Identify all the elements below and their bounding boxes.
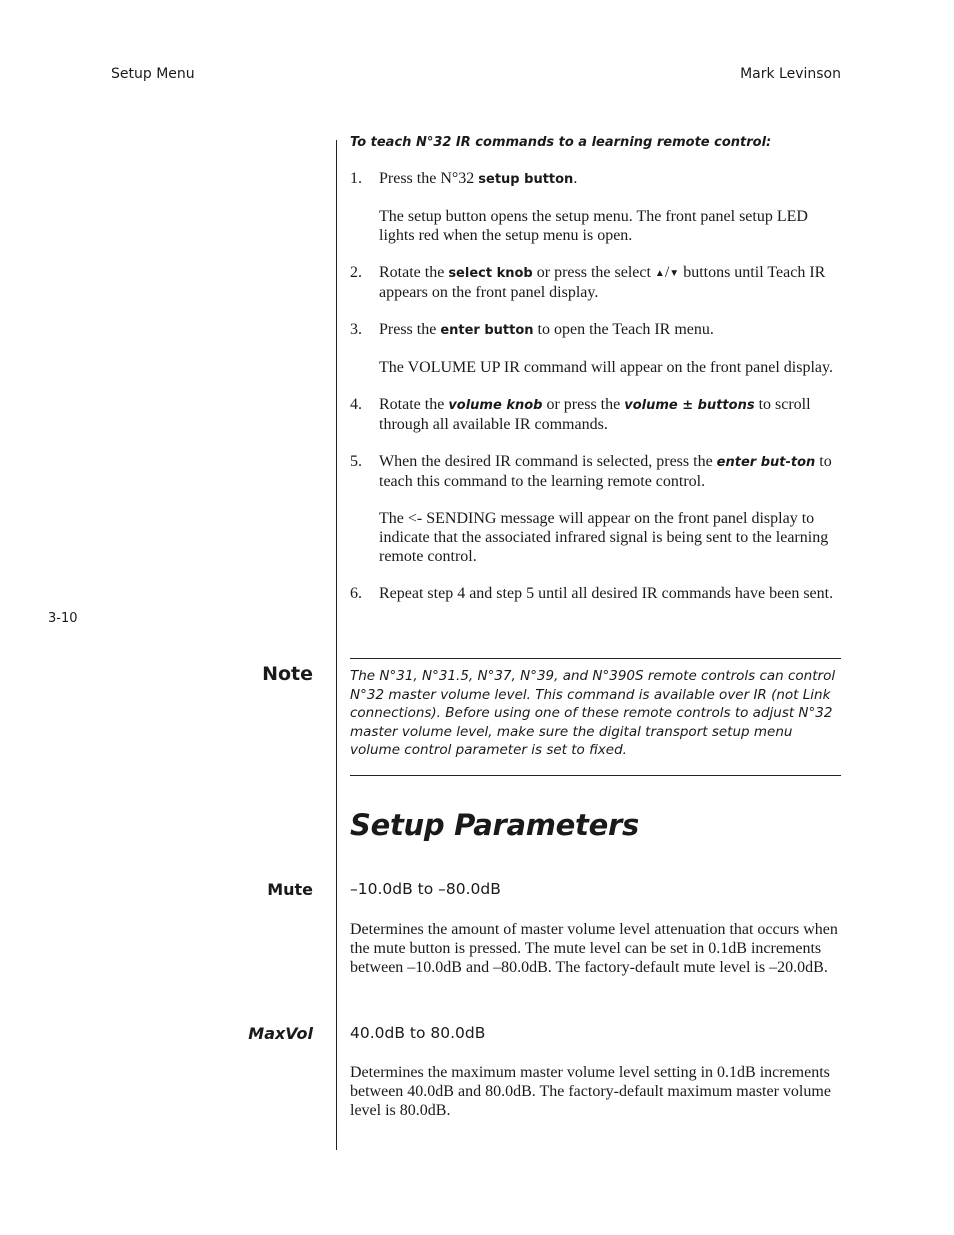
step-text (379, 169, 842, 189)
control-name: volume knob (448, 398, 543, 413)
step-6 (350, 584, 842, 603)
step-4 (350, 395, 842, 434)
step-text-part: . (573, 170, 578, 187)
step-text-part: or press the (542, 396, 625, 413)
step-text-part: buttons until Teach IR appears on the front panel display. (379, 264, 826, 301)
step-note: The VOLUME UP IR command will appear on the front panel display. (379, 359, 833, 376)
step-1 (350, 169, 842, 245)
step-note: The setup button opens the setup menu. The front panel setup LED lights red when the setup menu is open. (379, 208, 808, 244)
section-title: Setup Parameters (350, 808, 639, 842)
note-top-rule (350, 658, 841, 659)
param-label-maxvol: MaxVol (248, 1024, 313, 1043)
step-text-part: Rotate the (379, 396, 449, 413)
step-text (379, 395, 842, 434)
step-number: 6. (350, 585, 362, 602)
step-5 (350, 452, 842, 566)
running-header-brand: Mark Levinson (740, 66, 841, 82)
note-label: Note (262, 663, 313, 685)
param-desc-mute: Determines the amount of master volume level attenuation that occurs when the mute button is pressed. The mute level can be set in 0.1dB increments between –10.0dB and –80.0dB. The factory-default mute level is –20.0dB. (350, 921, 838, 976)
param-desc-maxvol: Determines the maximum master volume level setting in 0.1dB increments between 40.0dB and 80.0dB. The factory-default maximum master volume level is 80.0dB. (350, 1064, 831, 1119)
control-name: enter button (440, 323, 534, 338)
control-name: enter but-ton (716, 455, 816, 470)
step-text (379, 452, 842, 491)
step-number: 1. (350, 170, 362, 187)
procedure-steps (350, 169, 842, 621)
step-2 (350, 263, 842, 302)
step-3 (350, 320, 842, 377)
step-text-part: or press the select (532, 264, 655, 281)
step-text-part: Press the N°32 (379, 170, 479, 187)
step-number: 5. (350, 453, 362, 470)
step-text (379, 263, 842, 302)
running-header-section: Setup Menu (111, 66, 195, 82)
step-number: 2. (350, 264, 362, 281)
control-name: select knob (448, 266, 533, 281)
control-name: setup button (478, 172, 574, 187)
note-bottom-rule (350, 775, 841, 776)
column-divider (336, 140, 337, 1150)
step-text-part: to open the Teach IR menu. (533, 321, 714, 338)
step-text-part: to scroll through all available IR commands. (379, 396, 811, 433)
down-arrow-icon: ▼ (669, 268, 680, 279)
param-label-mute: Mute (267, 880, 313, 899)
step-number: 3. (350, 321, 362, 338)
step-text-part: Rotate the (379, 264, 449, 281)
step-number: 4. (350, 396, 362, 413)
slash-separator: / (664, 264, 670, 281)
page-number: 3-10 (48, 611, 78, 626)
step-text-part: to teach this command to the learning remote control. (379, 453, 832, 490)
control-name: volume ± buttons (624, 398, 755, 413)
param-range-mute: –10.0dB to –80.0dB (350, 880, 501, 898)
step-text-part: Press the (379, 321, 441, 338)
step-text-part: When the desired IR command is selected, press the (379, 453, 717, 470)
step-text: Repeat step 4 and step 5 until all desired IR commands have been sent. (379, 585, 834, 602)
up-arrow-icon: ▲ (654, 268, 665, 279)
step-note: The <- SENDING message will appear on the front panel display to indicate that the associated infrared signal is being sent to the learning remote control. (379, 510, 829, 565)
step-text (379, 320, 842, 340)
param-range-maxvol: 40.0dB to 80.0dB (350, 1024, 486, 1042)
procedure-heading: To teach N°32 IR commands to a learning remote control: (350, 135, 772, 150)
note-text: The N°31, N°31.5, N°37, N°39, and N°390S remote controls can control N°32 master volume level. This command is available over IR (not Link connections). Before using one of these remote controls to adjust N°32 master volume level, make sure the digital transport setup menu volume control parameter is set to fixed. (350, 668, 836, 758)
